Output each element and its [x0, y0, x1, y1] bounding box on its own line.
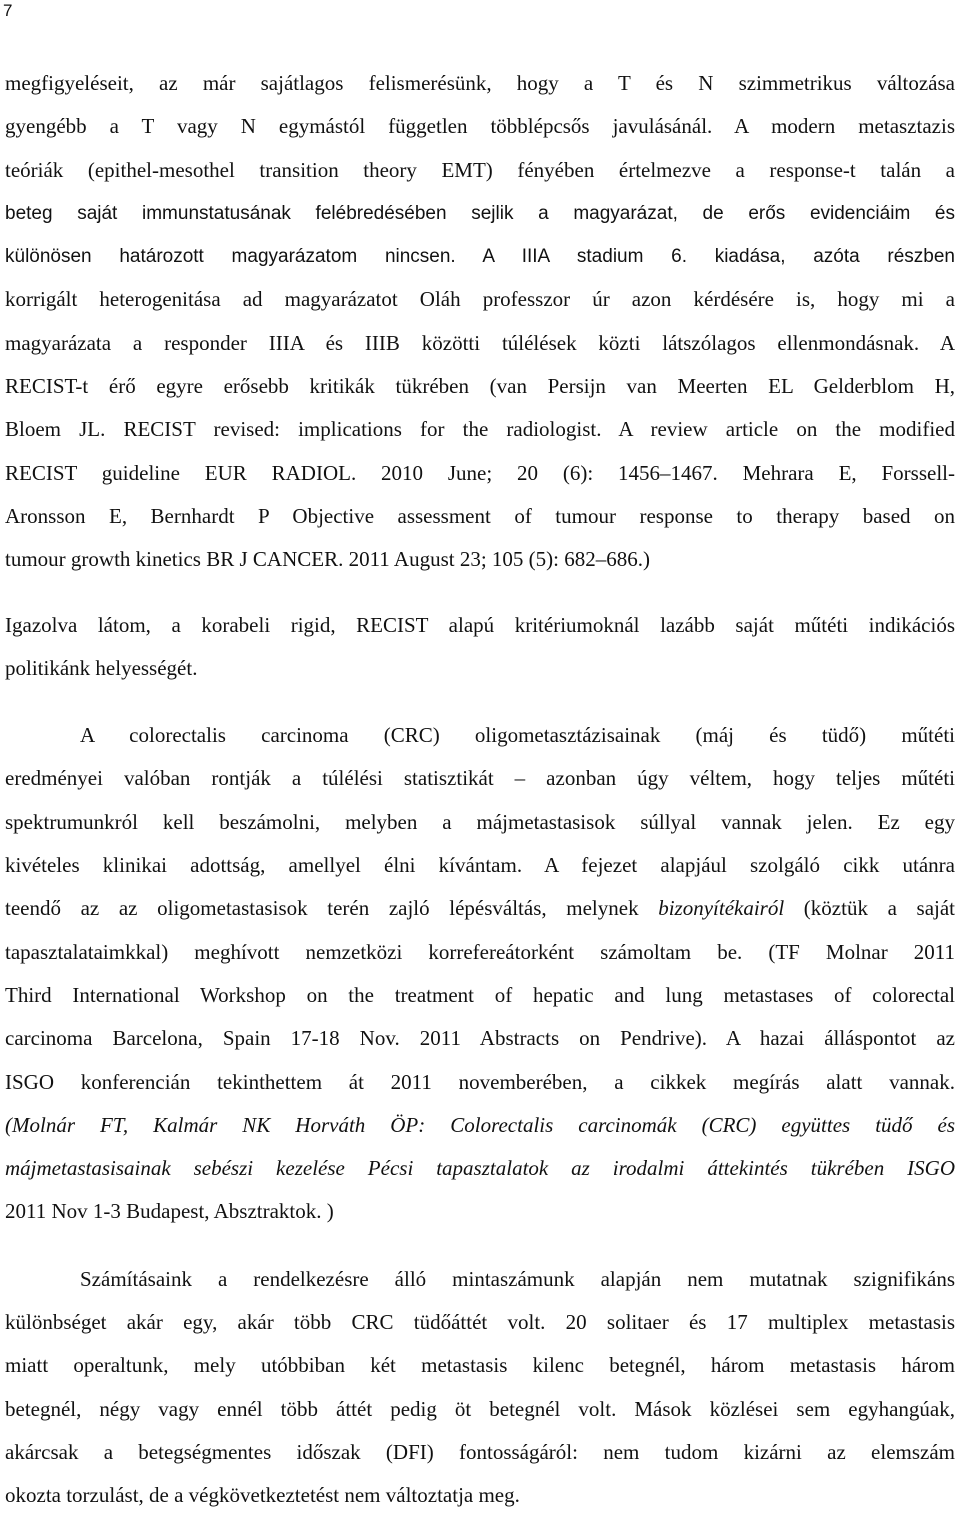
text-line: teóriák (epithel-mesothel transition theory EMT) fényében értelmezve a response-t talán a — [5, 157, 955, 182]
italic-emphasis: bizonyítékairól — [658, 896, 785, 921]
text-line: gyengébb a T vagy N egymástól független többlépcsős javulásánál. A modern metasztazis — [5, 114, 955, 139]
paragraph-gap — [5, 690, 955, 714]
paragraph-3 — [5, 714, 955, 1234]
paragraph-gap — [5, 582, 955, 604]
paragraph-2 — [5, 604, 955, 691]
text-line: miatt operaltunk, mely utóbbiban két metastasis kilenc betegnél, három metastasis három — [5, 1353, 955, 1378]
text-line: RECIST-t érő egyre erősebb kritikák tükrében (van Persijn van Meerten EL Gelderblom H, — [5, 374, 955, 399]
paragraph-1 — [5, 62, 955, 582]
text-line: megfigyeléseit, az már sajátlagos felismerésünk, hogy a T és N szimmetrikus változása — [5, 71, 955, 95]
text-line: betegnél, négy vagy ennél több áttét pedig öt betegnél volt. Mások közlései sem egyhangúak, — [5, 1396, 955, 1421]
text-line: kivételes klinikai adottság, amellyel élni kívántam. A fejezet alapjául szolgáló cikk utánra — [5, 853, 955, 878]
text-line: Aronsson E, Bernhardt P Objective assessment of tumour response to therapy based on — [5, 503, 955, 528]
paragraph-gap — [5, 1234, 955, 1258]
text-line: eredményei valóban rontják a túlélési statisztikát – azonban úgy véltem, hogy teljes műtéti — [5, 766, 955, 791]
page-number: 7 — [3, 1, 13, 20]
text-line: politikánk helyességét. — [5, 655, 198, 680]
text-line: RECIST guideline EUR RADIOL. 2010 June; 20 (6): 1456–1467. Mehrara E, Forssell- — [5, 460, 955, 485]
text-line: carcinoma Barcelona, Spain 17-18 Nov. 2011 Abstracts on Pendrive). A hazai álláspontot az — [5, 1026, 955, 1051]
citation-italic-line: májmetastasisainak sebészi kezelése Pécsi tapasztalatok az irodalmi áttekintés tükrében ISGO — [5, 1156, 955, 1181]
citation-italic-line: (Molnár FT, Kalmár NK Horváth ÖP: Colorectalis carcinomák (CRC) együttes tüdő és — [5, 1112, 955, 1137]
text-line-with-italic: teendő az az oligometastasisok terén zajló lépésváltás, melynek bizonyítékairól (köztük a saját — [5, 896, 956, 921]
text-line: Számításaink a rendelkezésre álló mintaszámunk alapján nem mutatnak szignifikáns — [80, 1266, 955, 1291]
text-line: különbséget akár egy, akár több CRC tüdőáttét volt. 20 solitaer és 17 multiplex metastasis — [5, 1310, 955, 1335]
text-line: A colorectalis carcinoma (CRC) oligometasztázisainak (máj és tüdő) műtéti — [80, 723, 955, 748]
text-line: tumour growth kinetics BR J CANCER. 2011 August 23; 105 (5): 682–686.) — [5, 547, 650, 572]
text-line: magyarázata a responder IIIA és IIIB közötti túlélések közti látszólagos ellenmondásnak. A — [5, 330, 955, 355]
text-line: Igazolva látom, a korabeli rigid, RECIST alapú kritériumoknál lazább saját műtéti indikációs — [5, 612, 955, 637]
text-line: ISGO konferencián tekinthettem át 2011 novemberében, a cikkek megírás alatt vannak. — [5, 1069, 955, 1094]
text-line: 2011 Nov 1-3 Budapest, Absztraktok. ) — [5, 1199, 334, 1224]
paragraph-4 — [5, 1258, 955, 1518]
document-body — [5, 62, 955, 1518]
text-line: különösen határozott magyarázatom nincsen. A IIIA stadium 6. kiadása, azóta részben — [5, 246, 955, 268]
text-line: okozta torzulást, de a végkövetkeztetést nem változtatja meg. — [5, 1483, 520, 1508]
text-line: beteg saját immunstatusának felébredésében sejlik a magyarázat, de erős evidenciáim és — [5, 202, 955, 224]
text-line: Third International Workshop on the treatment of hepatic and lung metastases of colorectal — [5, 982, 955, 1007]
text-line: korrigált heterogenitása ad magyarázatot Oláh professzor úr azon kérdésére is, hogy mi a — [5, 287, 955, 312]
text-line: akárcsak a betegségmentes időszak (DFI) fontosságáról: nem tudom kizárni az elemszám — [5, 1439, 955, 1464]
text-line: Bloem JL. RECIST revised: implications for the radiologist. A review article on the modified — [5, 417, 955, 442]
text-line: tapasztalataimkkal) meghívott nemzetközi korrefereátorként számoltam be. (TF Molnar 2011 — [5, 939, 955, 964]
text-line: spektrumunkról kell beszámolni, melyben a májmetastasisok súllyal vannak jelen. Ez egy — [5, 809, 955, 834]
